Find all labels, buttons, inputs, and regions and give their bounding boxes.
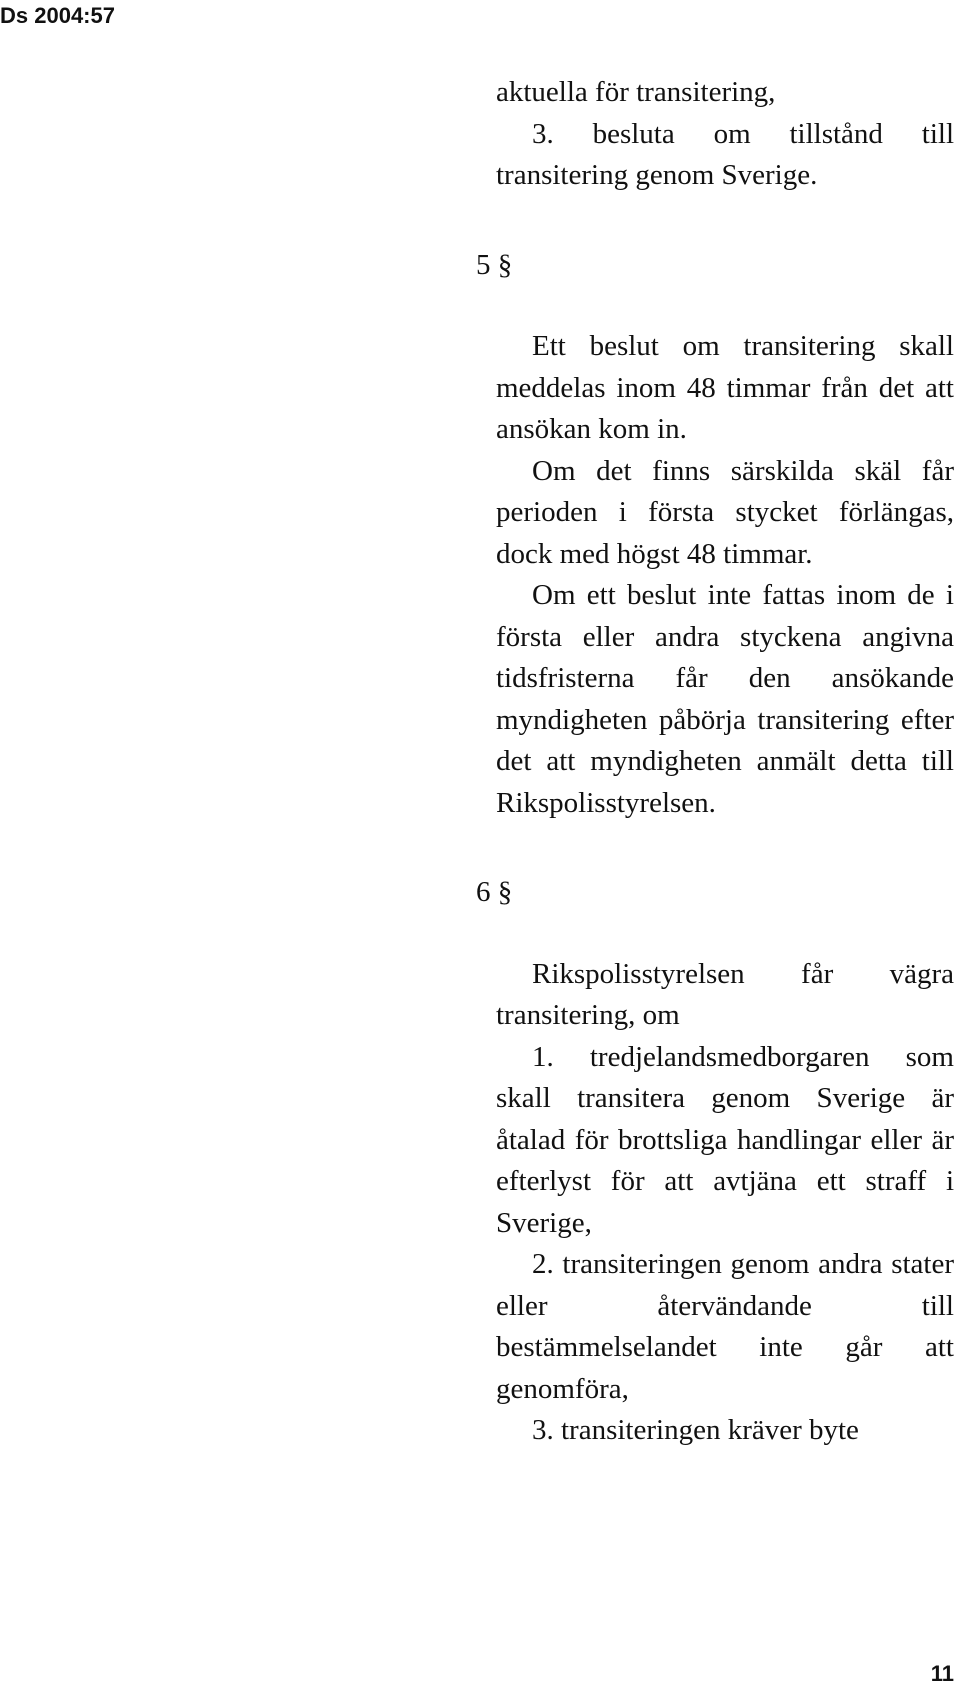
section-heading-6: 6 § [476, 876, 513, 908]
paragraph: Rikspolisstyrelsen får vägra transitering, om [496, 957, 954, 1031]
spacer [496, 286, 954, 326]
spacer [496, 824, 954, 872]
spacer [496, 914, 954, 954]
spacer [496, 197, 954, 245]
section-heading-5: 5 § [476, 248, 513, 281]
document-id: Ds 2004:57 [0, 3, 115, 28]
paragraph: Ett beslut om transitering skall meddelas inom 48 timmar från det att ansökan kom in. [496, 330, 954, 445]
paragraph: 3. besluta om tillstånd till transitering genom Sverige. [496, 117, 954, 191]
paragraph: aktuella för transitering, [496, 76, 776, 108]
text-column [476, 72, 954, 1452]
list-item: 1. tredjelandsmedborgaren som skall transitera genom Sverige är åtalad för brottsliga handlingar eller är efterlyst för att avtjäna ett straff i Sverige, [496, 1040, 954, 1239]
page-number: 11 [930, 1661, 954, 1686]
paragraph: Om det finns särskilda skäl får perioden i första stycket förlängas, dock med högst 48 timmar. [496, 454, 954, 570]
list-item: 3. transiteringen kräver byte [532, 1414, 859, 1446]
paragraph: Om ett beslut inte fattas inom de i första eller andra styckena angivna tidsfristerna får den ansökande myndigheten påbörja transitering efter det att myndigheten anmält detta till Rikspolisstyrelsen. [496, 579, 954, 819]
list-item: 2. transiteringen genom andra stater eller återvändande till bestämmelselandet inte går att genomföra, [496, 1248, 954, 1405]
